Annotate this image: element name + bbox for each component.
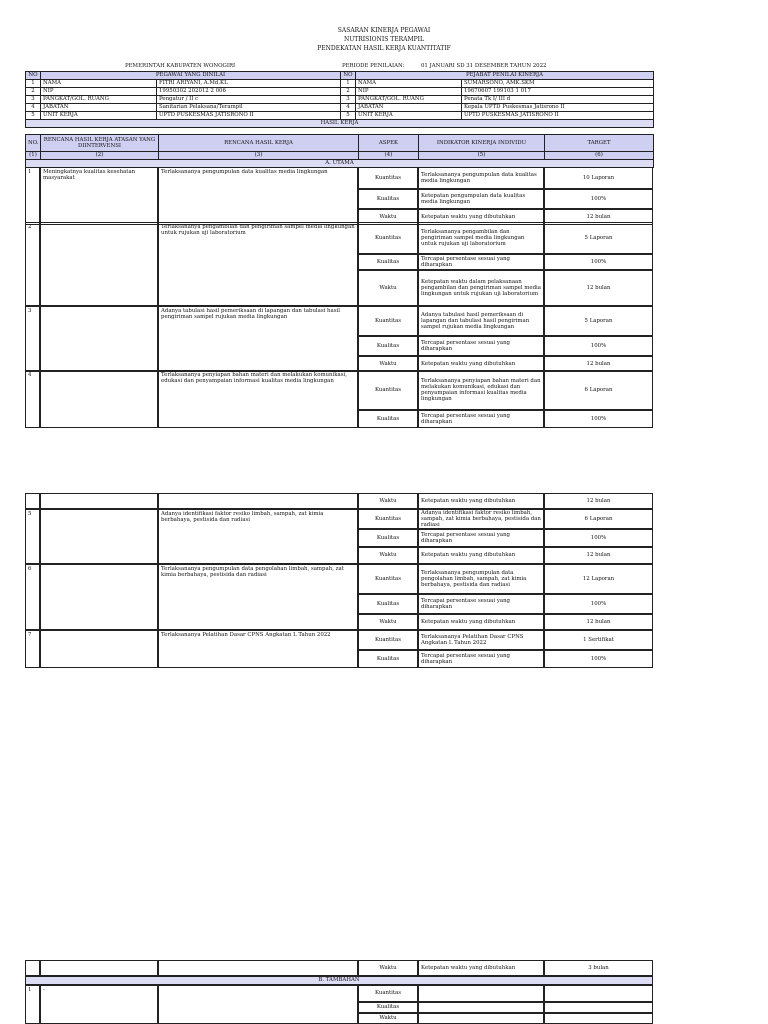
indikator-kinerja: Terlaksananya penyiapan bahan materi dan melakukan komunikasi, edukasi dan penyampaian informasi kualitas media lingkungan <box>418 370 544 410</box>
target-value: 12 Laporan <box>544 564 653 594</box>
aspek-kualitas: Kualitas <box>358 650 418 668</box>
aspek-kualitas: Kualitas <box>358 594 418 614</box>
field-value: Sanitarian Pelaksana/Terampil <box>157 104 341 112</box>
aspek-waktu: Waktu <box>358 270 418 306</box>
field-value: Penata Tk I/ III d <box>462 96 654 104</box>
indikator-kinerja: Ketepatan waktu yang dibutuhkan <box>418 547 544 564</box>
indikator-kinerja <box>418 1013 544 1024</box>
aspek-kualitas: Kualitas <box>358 1002 418 1013</box>
row-no: 2 <box>26 88 41 96</box>
item-no: 4 <box>25 370 40 428</box>
doc-title-2: NUTRISIONIS TERAMPIL <box>343 36 424 43</box>
row-no: 5 <box>341 112 356 120</box>
doc-title-3: PENDEKATAN HASIL KERJA KUANTITATIF <box>317 45 451 52</box>
rencana-hasil-kerja: Terlaksananya penyiapan bahan materi dan melakukan komunikasi, edukasi dan penyampaian informasi kualitas media lingkungan <box>158 370 358 428</box>
target-value: 5 Laporan <box>544 306 653 336</box>
field-label: UNIT KERJA <box>41 112 157 120</box>
col-num: (5) <box>419 152 545 160</box>
item-no: 2 <box>25 222 40 306</box>
rencana-hasil-kerja: Terlaksananya pengambilan dan pengiriman sampel media lingkungan untuk rujukan uji laboratorium <box>158 222 358 306</box>
aspek-waktu: Waktu <box>358 493 418 509</box>
col-num: (2) <box>41 152 159 160</box>
section-a-header: A. UTAMA <box>26 160 654 168</box>
col-num: (6) <box>545 152 654 160</box>
info-row <box>26 112 654 120</box>
target-value: 1 Sertifikat <box>544 630 653 650</box>
target-value: 6 Laporan <box>544 509 653 529</box>
field-value: 19950302 202012 2 006 <box>157 88 341 96</box>
rencana-hasil-kerja: Terlaksananya Pelatihan Dasar CPNS Angkatan L Tahun 2022 <box>158 630 358 668</box>
continuation-rencana <box>158 960 358 976</box>
field-label: PANGKAT/GOL. RUANG <box>41 96 157 104</box>
field-label: NAMA <box>41 80 157 88</box>
indikator-kinerja: Tercapai persentase sesuai yang diharapkan <box>418 254 544 270</box>
field-value: UPTD PUSKESMAS JATISRONO II <box>462 112 654 120</box>
aspek-kualitas: Kualitas <box>358 529 418 547</box>
indikator-kinerja: Tercapai persentase sesuai yang diharapkan <box>418 410 544 428</box>
period-value: 01 JANUARI SD 31 DESEMBER TAHUN 2022 <box>421 63 547 69</box>
continuation-no <box>25 960 40 976</box>
row-no: 1 <box>26 80 41 88</box>
aspek-kuantitas: Kuantitas <box>358 222 418 254</box>
aspek-waktu: Waktu <box>358 1013 418 1024</box>
rencana-hasil-kerja: Adanya identifikasi faktor resiko limbah, sampah, zat kimia berbahaya, pestisida dan radiasi <box>158 509 358 564</box>
target-value: 100% <box>544 410 653 428</box>
target-value: 5 Laporan <box>544 222 653 254</box>
rencana-atasan <box>40 222 158 306</box>
indikator-kinerja: Tercapai persentase sesuai yang diharapkan <box>418 529 544 547</box>
period-label: PERIODE PENILAIAN: <box>342 63 405 69</box>
target-value: 6 Laporan <box>544 370 653 410</box>
target-value: 100% <box>544 650 653 668</box>
col-rencana: RENCANA HASIL KERJA <box>159 135 359 152</box>
field-label: NAMA <box>356 80 462 88</box>
field-label: JABATAN <box>356 104 462 112</box>
row-no: 5 <box>26 112 41 120</box>
indikator-kinerja: Adanya tabulasi hasil pemeriksaan di lapangan dan tabulasi hasil pengiriman sampel rujukan media lingkungan <box>418 306 544 336</box>
row-no: 4 <box>26 104 41 112</box>
hasil-kerja-header: HASIL KERJA <box>26 120 654 128</box>
rencana-atasan <box>40 370 158 428</box>
doc-title-1: SASARAN KINERJA PEGAWAI <box>337 27 431 34</box>
field-value: FITRI ARIYANI, A.Md.KL <box>157 80 341 88</box>
target-value: 12 bulan <box>544 356 653 372</box>
continuation-atasan <box>40 493 158 509</box>
col-num: (3) <box>159 152 359 160</box>
indikator-kinerja: Ketepatan waktu yang dibutuhkan <box>418 614 544 630</box>
rencana-atasan <box>40 564 158 630</box>
aspek-waktu: Waktu <box>358 356 418 372</box>
indikator-kinerja: Ketepatan waktu yang dibutuhkan <box>418 960 544 976</box>
item-no: 3 <box>25 306 40 372</box>
no-header: NO <box>26 72 41 80</box>
indikator-kinerja: Terlaksananya pengumpulan data pengolahan limbah, sampah, zat kimia berbahaya, pestisida dan radiasi <box>418 564 544 594</box>
target-value <box>544 1013 653 1024</box>
aspek-kualitas: Kualitas <box>358 189 418 209</box>
continuation-rencana <box>158 493 358 509</box>
indikator-kinerja: Ketepatan pengumpulan data kualitas media lingkungan <box>418 189 544 209</box>
indikator-kinerja: Tercapai persentase sesuai yang diharapkan <box>418 594 544 614</box>
field-label: JABATAN <box>41 104 157 112</box>
field-label: PANGKAT/GOL. RUANG <box>356 96 462 104</box>
rencana-hasil-kerja: Terlaksananya pengumpulan data kualitas media lingkungan <box>158 167 358 225</box>
field-value: Pengatur / II c <box>157 96 341 104</box>
aspek-kuantitas: Kuantitas <box>358 564 418 594</box>
aspek-waktu: Waktu <box>358 614 418 630</box>
field-label: NIP <box>41 88 157 96</box>
row-no: 3 <box>341 96 356 104</box>
indikator-kinerja <box>418 985 544 1002</box>
target-value: 10 Laporan <box>544 167 653 189</box>
aspek-kualitas: Kualitas <box>358 254 418 270</box>
indikator-kinerja <box>418 1002 544 1013</box>
field-value: UPTD PUSKESMAS JATISRONO II <box>157 112 341 120</box>
section-b-header: B. TAMBAHAN <box>25 976 653 985</box>
aspek-waktu: Waktu <box>358 547 418 564</box>
aspek-kualitas: Kualitas <box>358 336 418 356</box>
aspek-waktu: Waktu <box>358 209 418 225</box>
col-rencana-atasan: RENCANA HASIL KERJA ATASAN YANG DIINTERVENSI <box>41 135 159 152</box>
field-value: SUMARSONO, AMK.SKM <box>462 80 654 88</box>
pegawai-info-table <box>25 71 654 128</box>
row-no: 4 <box>341 104 356 112</box>
rencana-atasan <box>40 630 158 668</box>
aspek-kuantitas: Kuantitas <box>358 370 418 410</box>
item-no: 5 <box>25 509 40 564</box>
info-row <box>26 96 654 104</box>
indikator-kinerja: Tercapai persentase sesuai yang diharapkan <box>418 650 544 668</box>
continuation-atasan <box>40 960 158 976</box>
target-value <box>544 1002 653 1013</box>
aspek-kuantitas: Kuantitas <box>358 167 418 189</box>
target-value: 100% <box>544 529 653 547</box>
row-no: 1 <box>341 80 356 88</box>
target-value: 12 bulan <box>544 209 653 225</box>
hasil-kerja-column-header <box>25 134 654 168</box>
aspek-kuantitas: Kuantitas <box>358 985 418 1002</box>
info-row <box>26 104 654 112</box>
aspek-kualitas: Kualitas <box>358 410 418 428</box>
col-target: TARGET <box>545 135 654 152</box>
target-value: 100% <box>544 336 653 356</box>
row-no: 3 <box>26 96 41 104</box>
tambahan-atasan: - <box>40 985 158 1024</box>
aspek-waktu: Waktu <box>358 960 418 976</box>
target-value: 100% <box>544 189 653 209</box>
rencana-atasan <box>40 306 158 372</box>
pegawai-header: PEGAWAI YANG DINILAI <box>41 72 341 80</box>
rencana-hasil-kerja: Adanya tabulasi hasil pemeriksaan di lapangan dan tabulasi hasil pengiriman sampel rujukan media lingkungan <box>158 306 358 372</box>
rencana-hasil-kerja: Terlaksananya pengumpulan data pengolahan limbah, sampah, zat kimia berbahaya, pestisida dan radiasi <box>158 564 358 630</box>
rencana-atasan <box>40 509 158 564</box>
target-value: 3 bulan <box>544 960 653 976</box>
org-name: PEMERINTAH KABUPATEN WONOGIRI <box>125 63 236 69</box>
target-value: 12 bulan <box>544 547 653 564</box>
tambahan-no: 1 <box>25 985 40 1024</box>
col-aspek: ASPEK <box>359 135 419 152</box>
indikator-kinerja: Ketepatan waktu yang dibutuhkan <box>418 209 544 225</box>
col-no: NO. <box>26 135 41 152</box>
no-header: NO <box>341 72 356 80</box>
indikator-kinerja: Terlaksananya pengumpulan data kualitas media lingkungan <box>418 167 544 189</box>
field-label: UNIT KERJA <box>356 112 462 120</box>
indikator-kinerja: Adanya identifikasi faktor resiko limbah, sampah, zat kimia berbahaya, pestisida dan radiasi <box>418 509 544 529</box>
tambahan-rencana <box>158 985 358 1024</box>
indikator-kinerja: Terlaksananya Pelatihan Dasar CPNS Angkatan L Tahun 2022 <box>418 630 544 650</box>
aspek-kuantitas: Kuantitas <box>358 306 418 336</box>
aspek-kuantitas: Kuantitas <box>358 509 418 529</box>
col-num: (1) <box>26 152 41 160</box>
info-row <box>26 88 654 96</box>
info-row <box>26 80 654 88</box>
rencana-atasan: Meningkatnya kualitas kesehatan masyarakat <box>40 167 158 225</box>
target-value: 100% <box>544 254 653 270</box>
target-value: 12 bulan <box>544 493 653 509</box>
indikator-kinerja: Tercapai persentase sesuai yang diharapkan <box>418 336 544 356</box>
continuation-no <box>25 493 40 509</box>
indikator-kinerja: Ketepatan waktu yang dibutuhkan <box>418 493 544 509</box>
target-value: 12 bulan <box>544 270 653 306</box>
item-no: 7 <box>25 630 40 668</box>
indikator-kinerja: Ketepatan waktu yang dibutuhkan <box>418 356 544 372</box>
field-label: NIP <box>356 88 462 96</box>
pejabat-header: PEJABAT PENILAI KINERJA <box>356 72 654 80</box>
item-no: 6 <box>25 564 40 630</box>
indikator-kinerja: Ketepatan waktu dalam pelaksanaan pengambilan dan pengiriman sampel media lingkungan untuk rujukan uji laboratorium <box>418 270 544 306</box>
aspek-kuantitas: Kuantitas <box>358 630 418 650</box>
item-no: 1 <box>25 167 40 225</box>
indikator-kinerja: Terlaksananya pengambilan dan pengiriman sampel media lingkungan untuk rujukan uji laboratorium <box>418 222 544 254</box>
field-value: 19670607 199103 1 017 <box>462 88 654 96</box>
target-value <box>544 985 653 1002</box>
row-no: 2 <box>341 88 356 96</box>
target-value: 100% <box>544 594 653 614</box>
col-num: (4) <box>359 152 419 160</box>
field-value: Kepala UPTD Puskesmas Jatisrono II <box>462 104 654 112</box>
col-indikator: INDIKATOR KINERJA INDIVIDU <box>419 135 545 152</box>
target-value: 12 bulan <box>544 614 653 630</box>
